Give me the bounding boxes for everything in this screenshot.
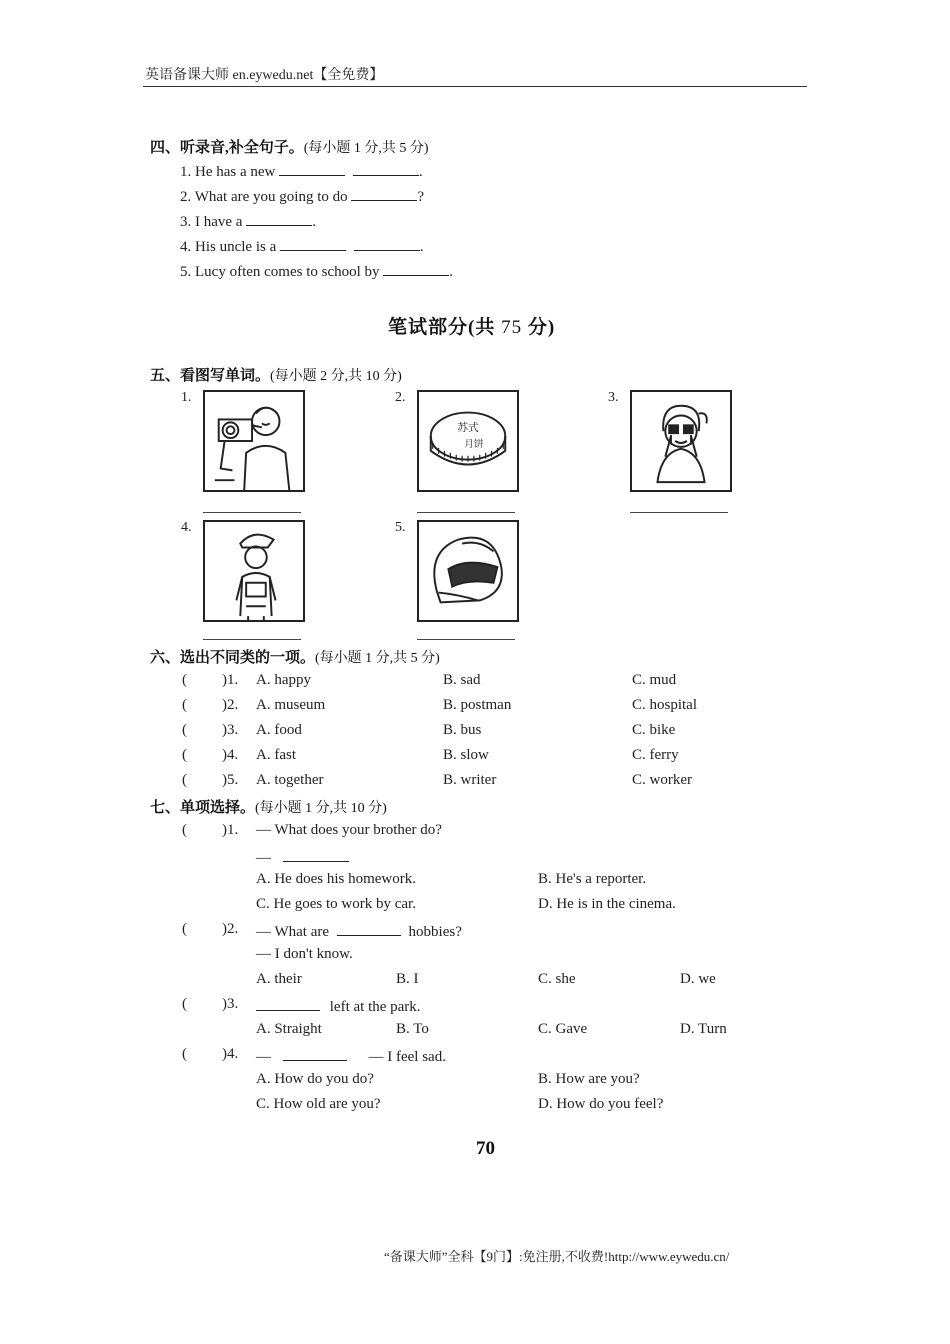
answer-paren[interactable]: ( xyxy=(182,672,187,688)
answer-paren[interactable]: ( xyxy=(182,822,187,838)
option-a: A. He does his homework. xyxy=(256,871,416,887)
question-after: left at the park. xyxy=(329,999,421,1015)
picture-2-number: 2. xyxy=(395,390,406,405)
option-d: D. we xyxy=(680,971,716,987)
answer-paren[interactable]: ( xyxy=(182,921,187,937)
item-punct: ? xyxy=(417,189,425,205)
question-number: )4. xyxy=(222,1046,239,1062)
option-c: C. mud xyxy=(632,672,677,688)
answer-blank[interactable] xyxy=(337,921,401,936)
question-number: )1. xyxy=(222,822,239,838)
item-punct: . xyxy=(312,214,316,230)
reply-text: — I feel sad. xyxy=(368,1049,446,1065)
reply-dash: — xyxy=(256,850,271,866)
written-part-title xyxy=(388,312,555,339)
answer-blank[interactable] xyxy=(283,847,349,862)
written-title-suffix: 分) xyxy=(527,317,556,338)
crying-girl-icon xyxy=(630,390,732,492)
question-text xyxy=(256,1046,446,1066)
listening-item-5 xyxy=(180,261,453,281)
listening-item-2 xyxy=(180,186,424,206)
question-number: )3. xyxy=(222,996,239,1012)
option-b: B. He's a reporter. xyxy=(538,871,647,887)
picture-2-answer-line[interactable] xyxy=(417,512,515,513)
mooncake-stamp-top: 苏式 xyxy=(457,421,479,435)
page-header: 英语备课大师 en.eywedu.net【全免费】 xyxy=(145,68,384,83)
answer-paren[interactable]: ( xyxy=(182,747,187,763)
answer-blank[interactable] xyxy=(256,996,320,1011)
section-5-note: (每小题 2 分,共 10 分) xyxy=(270,369,402,384)
option-b: B. To xyxy=(396,1021,429,1037)
listening-item-4 xyxy=(180,236,423,256)
question-number: )3. xyxy=(222,722,239,738)
option-a: A. How do you do? xyxy=(256,1071,374,1087)
section-6-heading: 六、选出不同类的一项。 xyxy=(150,650,316,666)
section-6-title xyxy=(150,646,440,667)
answer-blank[interactable] xyxy=(383,261,449,276)
written-score: 75 xyxy=(501,317,523,338)
cameraman-icon xyxy=(203,390,305,492)
section-4-note: (每小题 1 分,共 5 分) xyxy=(303,141,429,156)
option-a: A. together xyxy=(256,772,324,788)
page-number: 70 xyxy=(476,1138,495,1159)
option-c: C. ferry xyxy=(632,747,679,763)
item-text: I have a xyxy=(195,214,243,230)
section-7-heading: 七、单项选择。 xyxy=(150,800,256,816)
helmet-icon xyxy=(417,520,519,622)
item-punct: . xyxy=(449,264,454,280)
picture-3-answer-line[interactable] xyxy=(630,512,728,513)
answer-blank[interactable] xyxy=(351,186,417,201)
item-number: 5. xyxy=(180,264,192,280)
picture-1-answer-line[interactable] xyxy=(203,512,301,513)
item-punct: . xyxy=(418,164,423,180)
section-5-heading: 五、看图写单词。 xyxy=(150,368,271,384)
picture-4-answer-line[interactable] xyxy=(203,639,301,640)
answer-paren[interactable]: ( xyxy=(182,996,187,1012)
section-5-title xyxy=(150,364,402,385)
option-a: A. their xyxy=(256,971,302,987)
option-c: C. How old are you? xyxy=(256,1096,381,1112)
item-punct: . xyxy=(419,239,424,255)
page-footer: “备课大师”全科【9门】:免注册,不收费!http://www.eywedu.cn/ xyxy=(384,1249,730,1264)
option-b: B. slow xyxy=(443,747,489,763)
mooncake-stamp-bottom: 月饼 xyxy=(464,438,484,450)
picture-5-answer-line[interactable] xyxy=(417,639,515,640)
option-d: D. How do you feel? xyxy=(538,1096,664,1112)
option-b: B. sad xyxy=(443,672,481,688)
section-6-note: (每小题 1 分,共 5 分) xyxy=(315,651,440,666)
written-title-text: 笔试部分(共 xyxy=(388,317,496,338)
mooncake-icon xyxy=(417,390,519,492)
picture-1-number: 1. xyxy=(181,390,192,405)
question-number: )5. xyxy=(222,772,239,788)
question-before: — What are xyxy=(256,924,330,940)
answer-blank[interactable] xyxy=(279,161,345,176)
option-c: C. hospital xyxy=(632,697,698,713)
reply-line xyxy=(256,847,349,867)
option-c: C. bike xyxy=(632,722,676,738)
option-c: C. she xyxy=(538,971,576,987)
item-text: Lucy often comes to school by xyxy=(195,264,380,280)
picture-3-number: 3. xyxy=(608,390,619,405)
option-a: A. Straight xyxy=(256,1021,322,1037)
question-number: )2. xyxy=(222,921,239,937)
answer-blank[interactable] xyxy=(354,236,420,251)
listening-item-3 xyxy=(180,211,316,231)
section-7-note: (每小题 1 分,共 10 分) xyxy=(255,801,387,816)
question-number: )2. xyxy=(222,697,239,713)
option-b: B. bus xyxy=(443,722,482,738)
answer-paren[interactable]: ( xyxy=(182,722,187,738)
option-b: B. writer xyxy=(443,772,497,788)
section-4-title xyxy=(150,136,429,157)
answer-paren[interactable]: ( xyxy=(182,1046,187,1062)
item-number: 1. xyxy=(180,164,192,180)
item-number: 4. xyxy=(180,239,192,255)
answer-paren[interactable]: ( xyxy=(182,697,187,713)
answer-blank[interactable] xyxy=(353,161,419,176)
question-number: )4. xyxy=(222,747,239,763)
question-text xyxy=(256,996,421,1016)
section-7-title xyxy=(150,796,387,817)
option-a: A. happy xyxy=(256,672,311,688)
picture-4-number: 4. xyxy=(181,520,192,535)
picture-5-number: 5. xyxy=(395,520,406,535)
item-number: 3. xyxy=(180,214,192,230)
listening-item-1 xyxy=(180,161,423,181)
police-officer-icon xyxy=(203,520,305,622)
answer-blank[interactable] xyxy=(283,1046,347,1061)
question-number: )1. xyxy=(222,672,239,688)
answer-blank[interactable] xyxy=(280,236,346,251)
question-text: — What does your brother do? xyxy=(256,822,442,838)
option-a: A. food xyxy=(256,722,302,738)
item-number: 2. xyxy=(180,189,192,205)
option-d: D. He is in the cinema. xyxy=(538,896,676,912)
option-d: D. Turn xyxy=(680,1021,727,1037)
item-text: He has a new xyxy=(195,164,276,180)
option-a: A. museum xyxy=(256,697,326,713)
item-text: What are you going to do xyxy=(194,189,348,205)
option-b: B. How are you? xyxy=(538,1071,640,1087)
option-c: C. He goes to work by car. xyxy=(256,896,416,912)
option-a: A. fast xyxy=(256,747,296,763)
question-after: hobbies? xyxy=(408,924,462,940)
question-dash: — xyxy=(256,1049,271,1065)
item-text: His uncle is a xyxy=(195,239,277,255)
answer-blank[interactable] xyxy=(246,211,312,226)
answer-paren[interactable]: ( xyxy=(182,772,187,788)
option-b: B. postman xyxy=(443,697,512,713)
option-c: C. Gave xyxy=(538,1021,588,1037)
header-divider xyxy=(143,86,807,87)
option-b: B. I xyxy=(396,971,419,987)
question-text xyxy=(256,921,462,941)
reply-text: — I don't know. xyxy=(256,946,353,962)
option-c: C. worker xyxy=(632,772,692,788)
section-4-heading: 四、听录音,补全句子。 xyxy=(150,140,304,156)
